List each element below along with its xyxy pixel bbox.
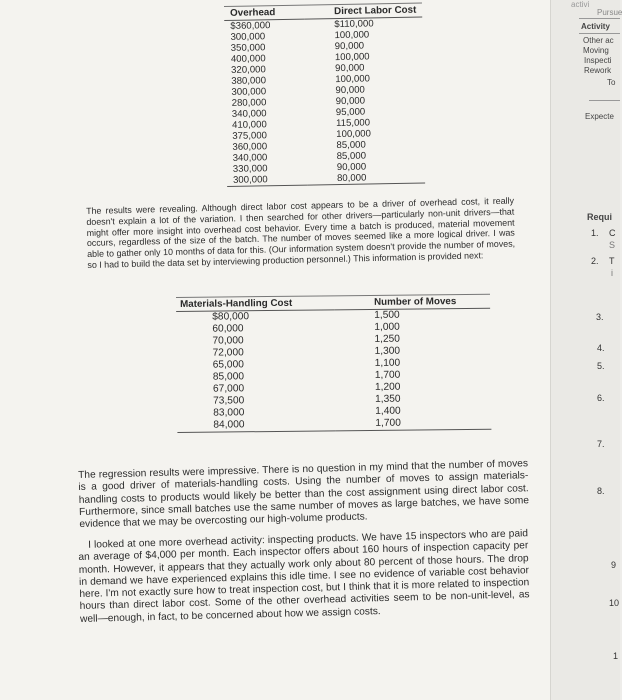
- margin-number: 10: [609, 598, 620, 608]
- cost-cell: 85,000: [212, 371, 245, 383]
- table2-body: [176, 308, 491, 432]
- margin-fragment: i: [611, 268, 613, 278]
- cost-cell: 73,500: [213, 395, 245, 407]
- paragraph-inspection-text: I looked at one more overhead activity: inspecting products. We have 15 inspectors who are paid an average of $4,000 per month. Each inspector offers about 160 hours of inspection capacity per month. However, it appears that they actually work only about 80 percent of those hours. The drop in demand we have experienced explains this idle time. I see no evidence of variable cost behavior here. I'm not exactly sure how to treat inspection cost, but I think that it is more related to inspection hours than direct labor cost. Some of the other overhead activities seem to be non-unit-level, as well—enough, in fact, to be concerned about how we assign costs.: [78, 528, 530, 625]
- margin-rule-header: [579, 33, 620, 34]
- driver-cell: 85,000: [336, 139, 366, 152]
- margin-fragment: T: [609, 256, 615, 266]
- driver-cell: 1,400: [375, 405, 401, 417]
- margin-fragment: C: [609, 228, 616, 238]
- cost-cell: 280,000: [231, 97, 267, 109]
- cost-cell: 60,000: [212, 323, 244, 335]
- margin-number: 6.: [597, 393, 605, 403]
- margin-activity-item: Other ac: [583, 36, 614, 45]
- materials-handling-table: [176, 294, 491, 433]
- driver-cell: 1,500: [374, 309, 400, 321]
- driver-cell: 90,000: [335, 84, 365, 97]
- driver-cell: 1,000: [374, 321, 400, 333]
- cost-cell: 300,000: [231, 86, 267, 98]
- overhead-labor-table: [224, 3, 425, 187]
- margin-number: 1: [613, 651, 619, 661]
- cost-cell: 375,000: [232, 130, 268, 142]
- cost-cell: 330,000: [232, 163, 268, 175]
- driver-cell: 90,000: [335, 62, 365, 75]
- driver-cell: 90,000: [335, 95, 366, 108]
- cost-cell: 400,000: [230, 53, 266, 65]
- cost-cell: 360,000: [232, 141, 268, 153]
- driver-cell: $110,000: [334, 18, 374, 31]
- table-row: [227, 172, 425, 187]
- driver-cell: 1,200: [374, 381, 401, 393]
- driver-cell: 100,000: [334, 29, 370, 42]
- driver-cell: 1,700: [335, 417, 491, 431]
- table1-header-overhead: Overhead: [224, 5, 304, 20]
- cost-cell: 380,000: [231, 75, 267, 87]
- margin-expected: Expecte: [585, 112, 614, 121]
- driver-cell: 1,250: [374, 333, 401, 345]
- margin-rule-top: [579, 18, 620, 19]
- table2-header-materials-handling: Materials-Handling Cost: [176, 296, 334, 312]
- margin-number: 1.: [591, 228, 599, 238]
- margin-required-heading: Requi: [587, 212, 613, 222]
- cost-cell: 70,000: [212, 335, 244, 347]
- driver-cell: 90,000: [336, 161, 367, 174]
- driver-cell: 100,000: [336, 128, 372, 141]
- margin-number: 9: [611, 560, 617, 570]
- cost-cell: 350,000: [230, 42, 266, 54]
- adjacent-page-margin: [550, 0, 620, 700]
- driver-cell: 100,000: [334, 51, 370, 64]
- driver-cell: 1,350: [375, 393, 401, 405]
- cost-cell: $80,000: [212, 311, 250, 323]
- cost-cell: 300,000: [230, 31, 266, 43]
- table1-header-direct-labor: Direct Labor Cost: [304, 3, 422, 19]
- driver-cell: 80,000: [307, 172, 425, 186]
- margin-rule-mid: [589, 100, 620, 101]
- driver-cell: 90,000: [334, 40, 365, 53]
- cost-cell: $360,000: [230, 20, 271, 32]
- margin-number: 8.: [597, 486, 605, 496]
- driver-cell: 100,000: [335, 73, 371, 86]
- margin-activity-item: To: [607, 78, 616, 87]
- cost-cell: 340,000: [232, 152, 268, 164]
- margin-number: 7.: [597, 439, 605, 449]
- margin-activity-item: Moving: [583, 46, 609, 55]
- margin-number: 2.: [591, 256, 599, 266]
- paragraph-regression-results: The regression results were impressive. There is no question in my mind that the number of moves is a good driver of materials-handling costs. Using the number of moves to assign materials-handling costs to products would likely be better than the cost assignment using direct labor cost. Furthermore, since small batches use the same number of moves as large batches, we have some evidence that we may be overcosting our high-volume products.: [78, 458, 530, 531]
- margin-activity-item: Rework: [584, 66, 612, 75]
- driver-cell: 85,000: [336, 150, 367, 163]
- cost-cell: 84,000: [177, 418, 335, 432]
- margin-number: 5.: [597, 361, 605, 371]
- table-row: [177, 417, 491, 433]
- cost-cell: 340,000: [231, 108, 267, 120]
- cost-cell: 83,000: [213, 407, 245, 419]
- cost-cell: 67,000: [212, 383, 245, 395]
- cost-cell: 410,000: [231, 119, 267, 131]
- driver-cell: 95,000: [335, 106, 366, 119]
- driver-cell: 1,100: [374, 357, 401, 369]
- margin-fragment: S: [609, 240, 616, 250]
- margin-partial-activity: activi: [571, 0, 590, 9]
- margin-number: 4.: [597, 343, 605, 353]
- cost-cell: 72,000: [212, 347, 244, 359]
- table1-body: [224, 17, 425, 186]
- driver-cell: 115,000: [335, 117, 371, 130]
- margin-partial-pursue: Pursue: [597, 8, 622, 17]
- margin-activity-header: Activity: [581, 22, 610, 31]
- paragraph-regression-intro: The results were revealing. Although direct labor cost appears to be a driver of overhead cost, it really doesn't explain a lot of the variation. I then searched for other drivers—particularly non-unit drivers—that might offer more insight into overhead cost behavior. Every time a batch is produced, material movement occurs, regardless of the size of the batch. The number of moves seemed like a more logical driver. I was able to gather only 10 months of data for this. (Our information system doesn't provide the number of moves, so I had to build the data set by interviewing production personnel.) This information is provided next:: [86, 195, 516, 270]
- driver-cell: 1,300: [374, 345, 401, 357]
- cost-cell: 65,000: [212, 359, 244, 371]
- margin-activity-item: Inspecti: [584, 56, 612, 65]
- paragraph-inspection: [78, 528, 530, 626]
- cost-cell: 300,000: [227, 174, 307, 187]
- driver-cell: 1,700: [374, 369, 401, 381]
- table2-header-moves: Number of Moves: [334, 294, 490, 310]
- margin-number: 3.: [596, 312, 604, 322]
- cost-cell: 320,000: [231, 64, 266, 76]
